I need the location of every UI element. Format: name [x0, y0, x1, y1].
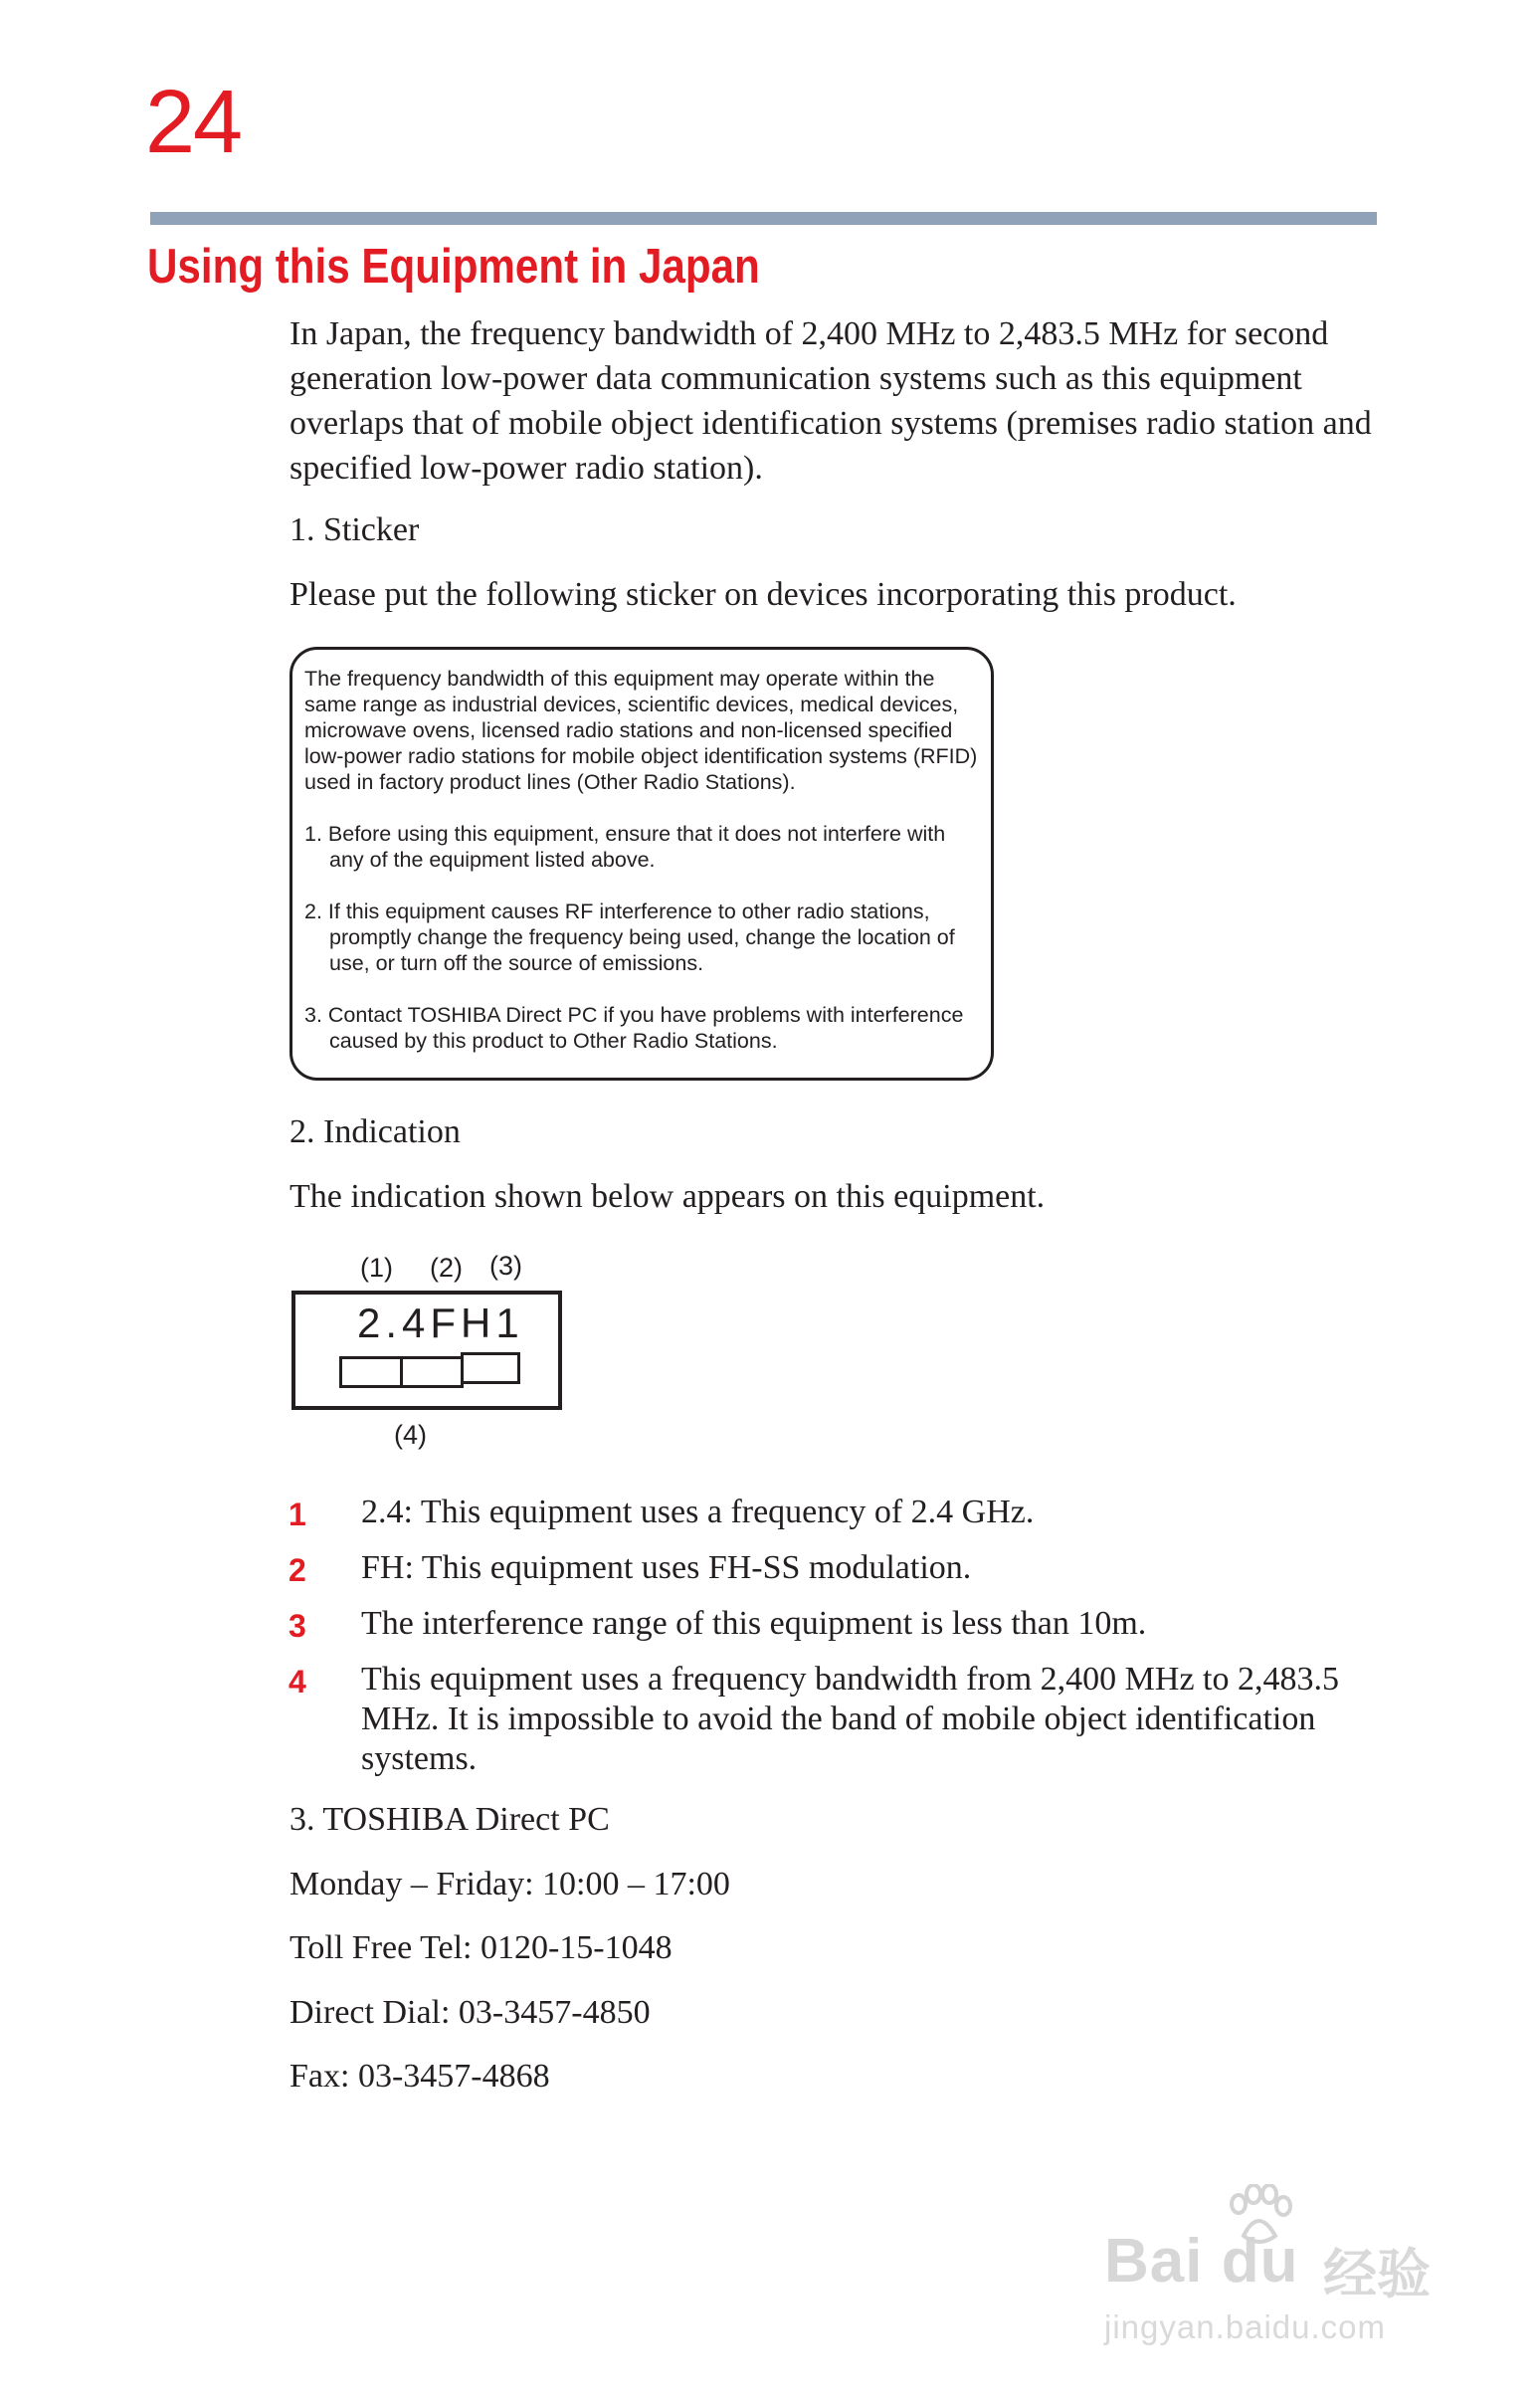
contact-hours: Monday – Friday: 10:00 – 17:00: [289, 1866, 730, 1902]
band-cell: [461, 1352, 520, 1384]
sticker-instruction: Please put the following sticker on devices incorporating this product.: [289, 576, 1237, 613]
legend-item: [289, 1660, 1403, 1779]
paw-icon: [1224, 2184, 1293, 2254]
legend-number: 2: [289, 1552, 306, 1588]
watermark-url: jingyan.baidu.com: [1104, 2308, 1386, 2345]
indication-legend: [289, 1493, 1403, 1795]
legend-number: 1: [289, 1497, 306, 1532]
intro-paragraph: In Japan, the frequency bandwidth of 2,400 MHz to 2,483.5 MHz for second generation low-power data communication systems such as this equipment overlaps that of mobile object identification systems (premises radio station and specified low-power radio station).: [289, 315, 1372, 487]
contact-toll-free: Toll Free Tel: 0120-15-1048: [289, 1929, 673, 1966]
band-cell: [400, 1356, 464, 1388]
page-number: 24: [145, 73, 242, 172]
legend-text: This equipment uses a frequency bandwidth from 2,400 MHz to 2,483.5 MHz. It is impossible to avoid the band of mobile object identification systems.: [361, 1661, 1339, 1777]
watermark-cn: 经验: [1323, 2243, 1431, 2305]
header-rule: [150, 212, 1377, 225]
indication-intro: The indication shown below appears on this equipment.: [289, 1178, 1046, 1215]
sticker-item: 2. If this equipment causes RF interference to other radio stations, promptly change the frequency being used, change the location of use, or turn off the source of emissions.: [304, 900, 955, 975]
legend-item: [289, 1548, 1403, 1588]
legend-number: 4: [289, 1664, 306, 1700]
indication-label-4: (4): [394, 1420, 427, 1450]
sticker-subheading: 1. Sticker: [289, 511, 420, 548]
indication-label-box: [291, 1291, 562, 1410]
legend-text: 2.4: This equipment uses a frequency of 2.4 GHz.: [361, 1494, 1035, 1530]
legend-item: [289, 1493, 1403, 1532]
contact-fax: Fax: 03-3457-4868: [289, 2058, 550, 2095]
indication-subheading: 2. Indication: [289, 1113, 461, 1150]
sticker-paragraph: The frequency bandwidth of this equipment may operate within the same range as industrial devices, scientific devices, medical devices, microwave ovens, licensed radio stations and non-licensed specified low-power radio stations for mobile object identification systems (RFID) used in factory product lines (Other Radio Stations).: [304, 667, 978, 794]
band-cell: [339, 1356, 403, 1388]
contact-direct-dial: Direct Dial: 03-3457-4850: [289, 1994, 651, 2031]
indication-label-3: (3): [489, 1251, 522, 1281]
contact-title: 3. TOSHIBA Direct PC: [289, 1801, 610, 1838]
indication-label-2: (2): [430, 1253, 463, 1283]
indication-label-1: (1): [360, 1253, 393, 1283]
sticker-box: [289, 647, 994, 1081]
indication-code: 2.4FH1: [357, 1300, 524, 1346]
legend-number: 3: [289, 1608, 306, 1644]
section-heading: Using this Equipment in Japan: [147, 240, 760, 294]
legend-text: FH: This equipment uses FH-SS modulation.: [361, 1549, 972, 1586]
sticker-item: 3. Contact TOSHIBA Direct PC if you have problems with interference caused by this product to Other Radio Stations.: [304, 1003, 964, 1053]
legend-item: [289, 1604, 1403, 1644]
legend-text: The interference range of this equipment is less than 10m.: [361, 1605, 1147, 1642]
sticker-item: 1. Before using this equipment, ensure that it does not interfere with any of the equipment listed above.: [304, 822, 946, 872]
watermark-brand: Bai du: [1104, 2227, 1299, 2296]
